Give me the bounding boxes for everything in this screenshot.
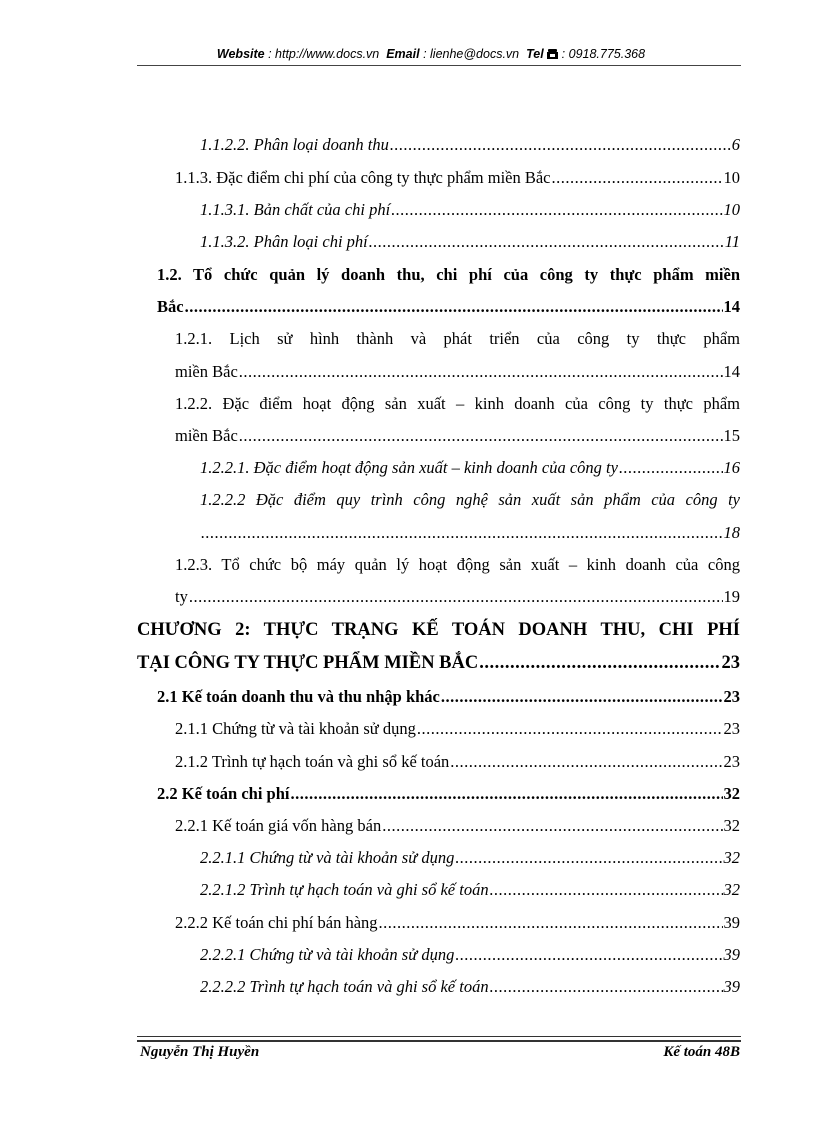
toc-page-number: 14 xyxy=(723,297,740,316)
toc-entry[interactable]: 2.1.1 Chứng từ và tài khoản sử dụng ..... 23 xyxy=(175,719,740,739)
toc-entry[interactable]: 2.2 Kế toán chi phí ..... 32 xyxy=(157,784,740,804)
toc-entry[interactable]: 1.1.2.2. Phân loại doanh thu ..... 6 xyxy=(200,135,740,155)
toc-entry[interactable]: 2.2.1.2 Trình tự hạch toán và ghi sổ kế toán ..... 32 xyxy=(200,880,740,900)
toc-page-number: 39 xyxy=(723,913,740,932)
toc-page-number: 14 xyxy=(723,362,740,381)
toc-page-number: 18 xyxy=(723,523,740,542)
website-value: : http://www.docs.vn xyxy=(268,47,380,61)
toc-entry[interactable]: 2.2.2.2 Trình tự hạch toán và ghi sổ kế toán ..... 39 xyxy=(200,977,740,997)
toc-page-number: 32 xyxy=(723,816,740,835)
toc-page-number: 16 xyxy=(723,458,740,477)
toc-entry-line1[interactable]: 1.2.3. Tổ chức bộ máy quản lý hoạt động sản xuất – kinh doanh của công xyxy=(175,555,740,574)
toc-page-number: 15 xyxy=(723,426,740,445)
toc-entry[interactable]: 1.1.3. Đặc điểm chi phí của công ty thực phẩm miền Bắc ..... 10 xyxy=(175,168,740,188)
toc-entry[interactable]: 1.1.3.1. Bản chất của chi phí ..... 10 xyxy=(200,200,740,220)
toc-page-number: 23 xyxy=(723,719,740,738)
toc-entry[interactable]: ty ..... 19 xyxy=(175,587,740,607)
email-label: Email xyxy=(386,47,420,61)
footer-class: Kế toán 48B xyxy=(663,1044,740,1060)
toc-page-number: 10 xyxy=(723,200,740,219)
toc-page-number: 23 xyxy=(723,752,740,771)
toc-page-number: 11 xyxy=(724,232,740,251)
toc-entry-line1[interactable]: 1.2.2.2 Đặc điểm quy trình công nghệ sản xuất sản phẩm của công ty xyxy=(200,490,740,509)
toc-page-number: 32 xyxy=(723,848,740,867)
page-header xyxy=(120,47,742,61)
toc-entry-line1[interactable]: 1.2.1. Lịch sử hình thành và phát triển của công ty thực phẩm xyxy=(175,329,740,348)
toc-entry[interactable]: 1.2.2.1. Đặc điểm hoạt động sản xuất – kinh doanh của công ty ..... 16 xyxy=(200,458,740,478)
toc-page-number: 23 xyxy=(723,687,740,706)
toc-page-number: 23 xyxy=(721,653,740,673)
toc-entry[interactable]: 2.2.2 Kế toán chi phí bán hàng ..... 39 xyxy=(175,913,740,933)
toc-page-number: 10 xyxy=(723,168,740,187)
tel-value: : 0918.775.368 xyxy=(561,47,646,61)
footer-divider xyxy=(137,1036,741,1037)
toc-chapter-entry[interactable]: TẠI CÔNG TY THỰC PHẨM MIỀN BẮC ..... 23 xyxy=(137,653,740,673)
toc-entry[interactable]: 2.1.2 Trình tự hạch toán và ghi sổ kế toán ..... 23 xyxy=(175,752,740,772)
toc-entry[interactable]: 2.2.1 Kế toán giá vốn hàng bán ..... 32 xyxy=(175,816,740,836)
toc-page-number: 19 xyxy=(723,587,740,606)
toc-page-number: 6 xyxy=(731,135,740,154)
tel-label: Tel xyxy=(526,47,544,61)
email-value: : lienhe@docs.vn xyxy=(423,47,520,61)
toc-entry[interactable]: Bắc ..... 14 xyxy=(157,297,740,317)
toc-entry[interactable]: miền Bắc ..... 15 xyxy=(175,426,740,446)
toc-entry[interactable]: 2.2.2.1 Chứng từ và tài khoản sử dụng ..... 39 xyxy=(200,945,740,965)
toc-entry-line1[interactable]: 1.2. Tổ chức quản lý doanh thu, chi phí của công ty thực phẩm miền xyxy=(157,265,740,284)
toc-page-number: 32 xyxy=(723,784,740,803)
toc-entry[interactable]: 1.1.3.2. Phân loại chi phí ..... 11 xyxy=(200,232,740,252)
toc-page-number: 39 xyxy=(723,977,740,996)
phone-icon xyxy=(547,48,558,58)
toc-entry-line1[interactable]: 1.2.2. Đặc điểm hoạt động sản xuất – kinh doanh của công ty thực phẩm xyxy=(175,394,740,413)
toc-entry[interactable]: 2.1 Kế toán doanh thu và thu nhập khác ..... 23 xyxy=(157,687,740,707)
chapter-title-line1[interactable]: CHƯƠNG 2: THỰC TRẠNG KẾ TOÁN DOANH THU, CHI PHÍ xyxy=(137,620,740,640)
footer-divider xyxy=(137,1040,741,1042)
header-divider xyxy=(137,65,741,66)
toc-entry[interactable] xyxy=(200,523,740,543)
toc-entry[interactable]: 2.2.1.1 Chứng từ và tài khoản sử dụng ..... 32 xyxy=(200,848,740,868)
toc-page-number: 39 xyxy=(723,945,740,964)
toc-entry[interactable]: miền Bắc ..... 14 xyxy=(175,362,740,382)
footer-author: Nguyễn Thị Huyền xyxy=(140,1044,260,1060)
toc-page-number: 32 xyxy=(723,880,740,899)
website-label: Website xyxy=(216,47,265,61)
